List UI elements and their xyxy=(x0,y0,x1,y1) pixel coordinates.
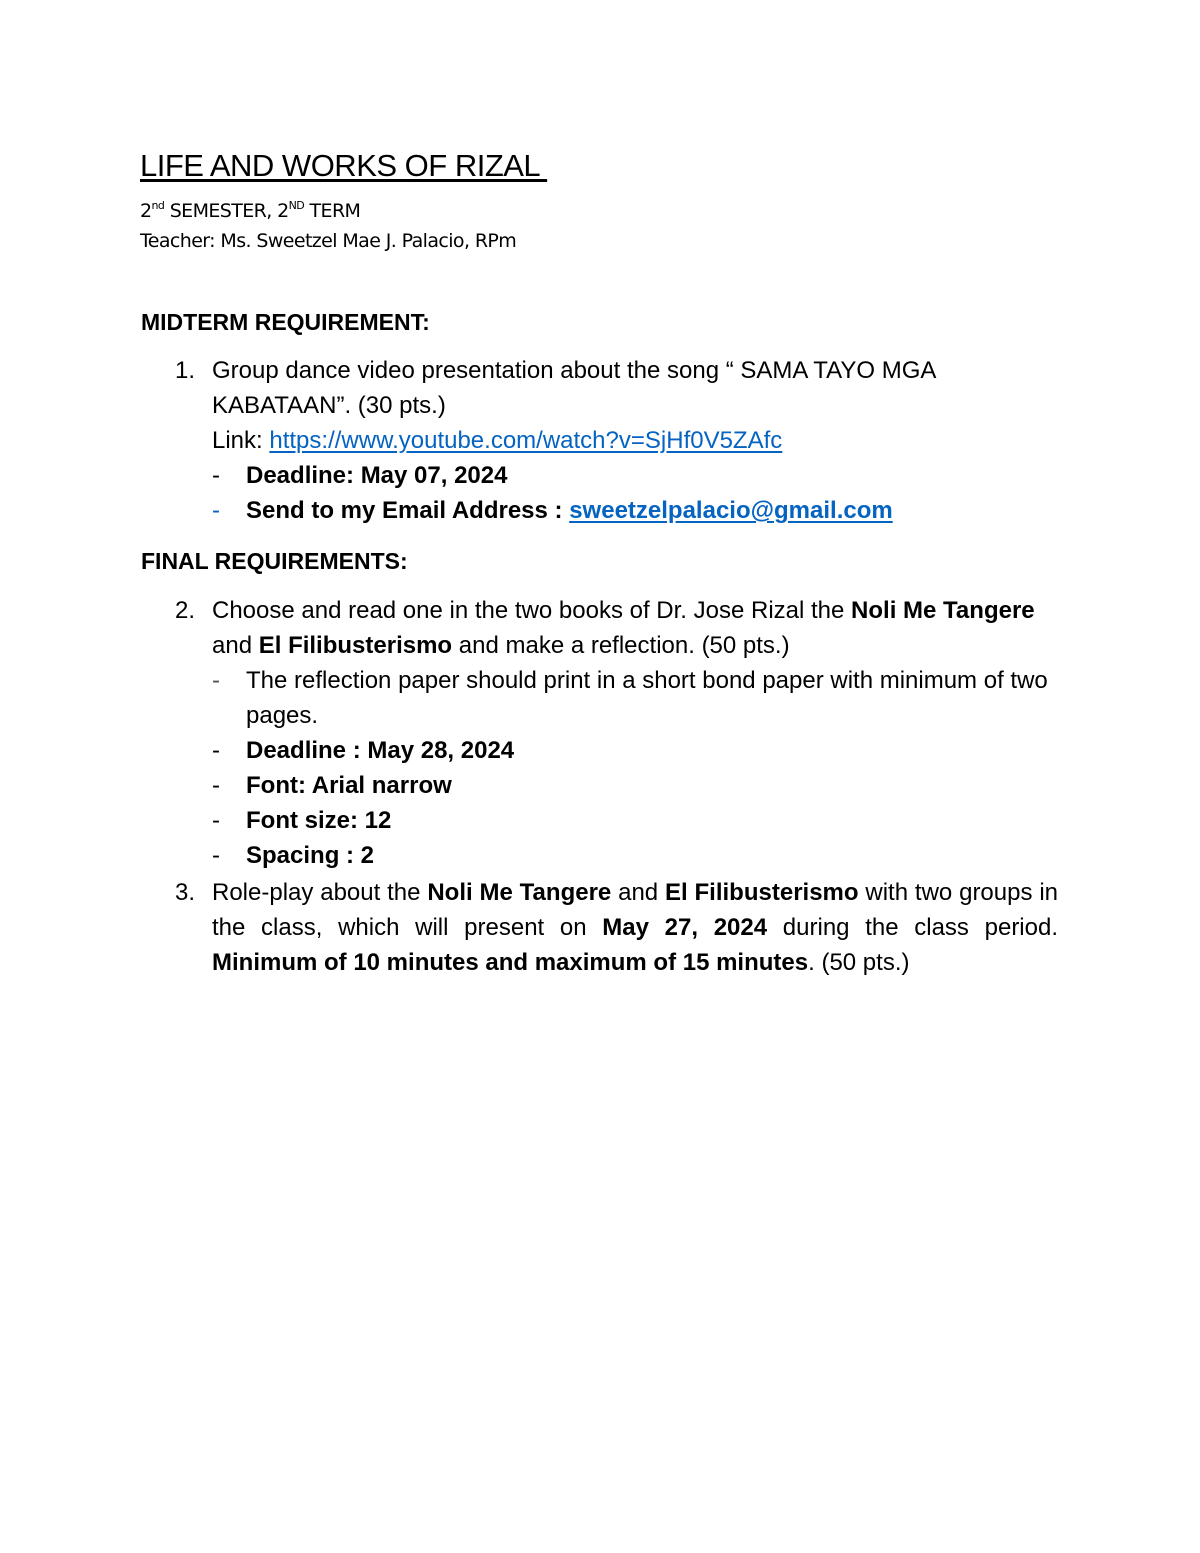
item-number: 1. xyxy=(175,357,196,384)
deadline-text: Deadline: May 07, 2024 xyxy=(246,462,508,489)
requirement-item-3 xyxy=(175,875,1059,980)
final-heading: FINAL REQUIREMENTS: xyxy=(141,548,408,574)
midterm-heading: MIDTERM REQUIREMENT: xyxy=(141,309,430,335)
list-item xyxy=(212,768,1058,803)
presentation-date: May 27, 2024 xyxy=(602,914,768,941)
semester-number: 2 xyxy=(140,200,152,222)
bullet-text: The reflection paper should print in a short bond paper with minimum of two pages. xyxy=(246,667,1048,729)
description-text: . (50 pts.) xyxy=(808,949,910,976)
bullet-text: Font size: 12 xyxy=(246,807,392,834)
list-item xyxy=(212,663,1058,733)
document-title: LIFE AND WORKS OF RIZAL xyxy=(140,148,548,183)
email-bullet xyxy=(212,493,1058,528)
semester-word: SEMESTER, 2 xyxy=(164,200,289,222)
book-title-noli: Noli Me Tangere xyxy=(851,597,1035,624)
semester-ordinal: nd xyxy=(151,199,165,212)
description-text: and xyxy=(611,879,665,906)
book-title-fili: El Filibusterismo xyxy=(258,632,453,659)
item-description xyxy=(212,593,1058,663)
description-text: and make a reflection. (50 pts.) xyxy=(452,632,790,659)
book-title-noli: Noli Me Tangere xyxy=(427,879,612,906)
item-description: Group dance video presentation about the song “ SAMA TAYO MGA KABATAAN”. (30 pts.) xyxy=(212,357,936,419)
description-text: Role-play about the xyxy=(212,879,428,906)
deadline-bullet xyxy=(212,458,1058,493)
youtube-link[interactable]: https://www.youtube.com/watch?v=SjHf0V5ZAfc xyxy=(269,427,783,454)
list-item xyxy=(212,838,1058,873)
bullet-text: Deadline : May 28, 2024 xyxy=(246,737,515,764)
email-label: Send to my Email Address : xyxy=(246,497,570,524)
email-link[interactable]: sweetzelpalacio@gmail.com xyxy=(569,497,893,524)
description-text: Choose and read one in the two books of Dr. Jose Rizal the xyxy=(212,597,852,624)
bullet-text: Spacing : 2 xyxy=(246,842,375,869)
book-title-fili: El Filibusterismo xyxy=(665,879,859,906)
duration-text: Minimum of 10 minutes and maximum of 15 minutes xyxy=(212,949,809,976)
dash-bullet-icon: - xyxy=(212,807,220,834)
requirement-item-2 xyxy=(175,593,1058,873)
semester-term-line xyxy=(140,199,360,223)
item-number: 3. xyxy=(175,879,196,906)
teacher-line: Teacher: Ms. Sweetzel Mae J. Palacio, RPm xyxy=(140,230,517,252)
dash-bullet-icon: - xyxy=(212,462,220,489)
dash-bullet-icon: - xyxy=(212,667,220,694)
item-number: 2. xyxy=(175,597,196,624)
term-ordinal: ND xyxy=(288,199,305,212)
dash-bullet-icon: - xyxy=(212,737,220,764)
description-text: and xyxy=(212,632,259,659)
requirement-item-1 xyxy=(175,353,1058,528)
list-item xyxy=(212,733,1058,768)
description-text: during the class period. xyxy=(767,914,1059,941)
link-line xyxy=(212,423,1058,458)
description-text: with two groups in the class, which will present on xyxy=(212,879,1058,941)
link-label: Link: xyxy=(212,427,270,454)
dash-bullet-icon: - xyxy=(212,842,220,869)
dash-bullet-icon: - xyxy=(212,772,220,799)
list-item xyxy=(212,803,1058,838)
bullet-text: Font: Arial narrow xyxy=(246,772,452,799)
dash-bullet-icon: - xyxy=(212,497,220,524)
term-word: TERM xyxy=(304,200,361,222)
